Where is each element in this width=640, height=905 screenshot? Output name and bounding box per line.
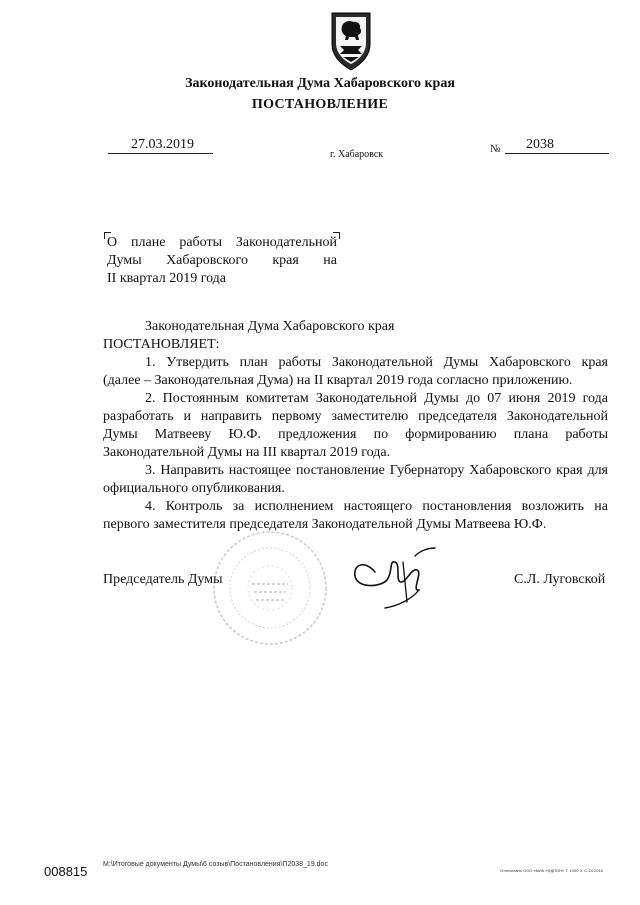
file-path: M:\Итоговые документы Думы\6 созыв\Постановления\П2038_19.doc [103, 861, 328, 868]
subject-block [107, 234, 337, 288]
item-2-line-2: разработать и направить первому заместителю председателя Законодательной [103, 409, 608, 424]
document-number: 2038 [526, 137, 554, 152]
official-stamp [210, 528, 330, 648]
item-2-line-3: Думы Матвееву Ю.Ф. предложения по формированию плана работы [103, 427, 608, 442]
item-1-line-2: (далее – Законодательная Дума) на II квартал 2019 года согласно приложению. [103, 373, 573, 388]
item-2-line-1: 2. Постоянным комитетам Законодательной Думы до 07 июня 2019 года [145, 391, 608, 406]
number-underline [505, 153, 609, 154]
item-3-line-2: официального опубликования. [103, 481, 285, 496]
intro-line: Законодательная Дума Хабаровского края [145, 319, 395, 334]
resolves-line: ПОСТАНОВЛЯЕТ: [103, 337, 220, 352]
handwritten-signature [345, 542, 440, 612]
coat-of-arms-emblem [328, 10, 374, 72]
signatory-title: Председатель Думы [103, 572, 223, 587]
item-4-line-1: 4. Контроль за исполнением настоящего постановления возложить на [145, 499, 608, 514]
subject-line-3: II квартал 2019 года [107, 271, 227, 286]
organization-title: Законодательная Дума Хабаровского края [185, 76, 455, 91]
item-1-line-1: 1. Утвердить план работы Законодательной Думы Хабаровского края [145, 355, 608, 370]
number-sign: № [490, 143, 501, 155]
subject-line-2: Думы Хабаровского края на [107, 253, 337, 268]
item-2-line-4: Законодательной Думы на III квартал 2019 года. [103, 445, 391, 460]
signatory-name: С.Л. Луговской [514, 572, 606, 587]
item-3-line-1: 3. Направить настоящее постановление Губернатору Хабаровского края для [145, 463, 608, 478]
document-city: г. Хабаровск [330, 149, 384, 160]
item-4-line-2: первого заместителя председателя Законодательной Думы Матвеева Ю.Ф. [103, 517, 547, 532]
document-date: 27.03.2019 [131, 137, 194, 152]
document-type: ПОСТАНОВЛЕНИЕ [251, 97, 389, 112]
body-text [103, 318, 608, 534]
printer-note: Отпечатано ООО «МИК «ФДПОН» Т. 1000 З. С-14 2018 [500, 868, 603, 873]
subject-line-1: О плане работы Законодательной [107, 235, 337, 250]
document-code: 008815 [44, 864, 88, 879]
date-underline [108, 153, 213, 154]
